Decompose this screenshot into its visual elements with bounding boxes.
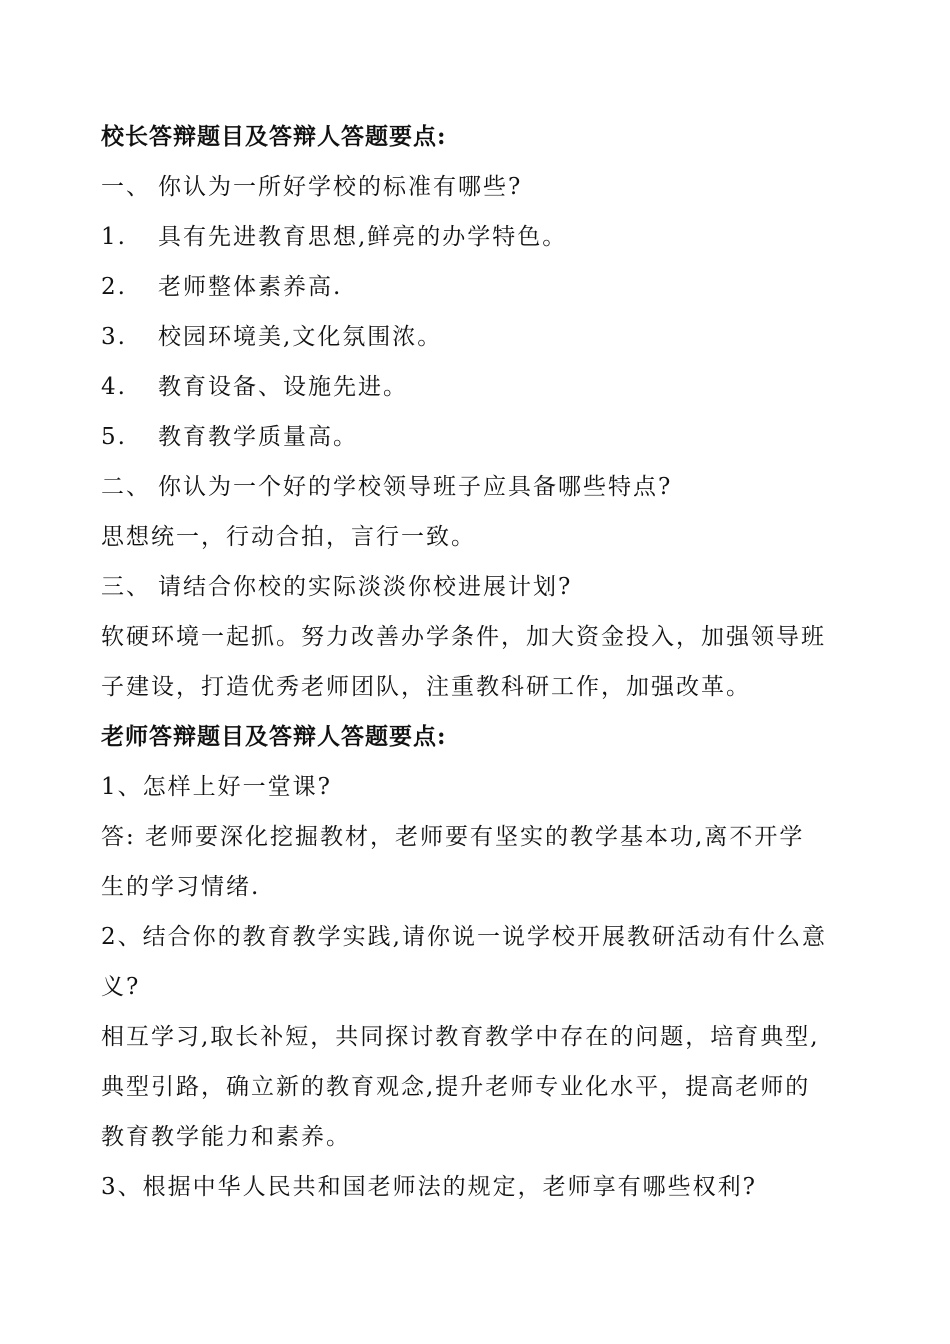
list-item [101, 222, 567, 252]
teacher-answer-1-line: 生的学习情绪. [101, 874, 261, 900]
principal-question-3 [101, 572, 572, 602]
question-text: 你认为一所好学校的标准有哪些? [158, 174, 523, 200]
principal-question-2 [101, 472, 672, 502]
question-number: 二、 [101, 474, 151, 500]
teacher-question-3: 3、根据中华人民共和国老师法的规定，老师享有哪些权利? [101, 1174, 757, 1200]
list-item [101, 322, 442, 352]
principal-question-1 [101, 172, 522, 202]
question-text: 你认为一个好的学校领导班子应具备哪些特点? [158, 474, 673, 500]
teacher-answer-2-line: 教育教学能力和素养。 [101, 1124, 351, 1150]
principal-answer-3-line: 子建设，打造优秀老师团队，注重教科研工作，加强改革。 [101, 674, 751, 700]
list-item [101, 272, 342, 302]
list-item-number: 2. [101, 274, 127, 300]
question-text: 请结合你校的实际淡淡你校进展计划? [158, 574, 573, 600]
teacher-question-2-line: 2、结合你的教育教学实践,请你说一说学校开展教研活动有什么意 [101, 924, 827, 950]
list-item-text: 老师整体素养高. [158, 274, 343, 300]
list-item-text: 教育教学质量高。 [158, 424, 358, 450]
list-item-text: 教育设备、设施先进。 [158, 374, 408, 400]
list-item-text: 校园环境美,文化氛围浓。 [158, 324, 443, 350]
list-item-number: 5. [101, 424, 127, 450]
list-item [101, 372, 408, 402]
principal-section-heading: 校长答辩题目及答辩人答题要点: [101, 123, 447, 150]
list-item [101, 422, 358, 452]
teacher-answer-2-line: 相互学习,取长补短，共同探讨教育教学中存在的问题，培育典型, [101, 1024, 820, 1050]
question-number: 三、 [101, 574, 151, 600]
principal-answer-3-line: 软硬环境一起抓。努力改善办学条件，加大资金投入，加强领导班 [101, 624, 826, 650]
teacher-section-heading: 老师答辩题目及答辩人答题要点: [101, 723, 447, 750]
teacher-question-2-line: 义? [101, 974, 141, 1000]
teacher-answer-2-line: 典型引路，确立新的教育观念,提升老师专业化水平，提高老师的 [101, 1074, 811, 1100]
list-item-number: 3. [101, 324, 127, 350]
teacher-answer-1-line: 答: 老师要深化挖掘教材，老师要有坚实的教学基本功,离不开学 [101, 824, 805, 850]
list-item-number: 4. [101, 374, 127, 400]
teacher-question-1: 1、怎样上好一堂课? [101, 774, 332, 800]
list-item-text: 具有先进教育思想,鲜亮的办学特色。 [158, 224, 568, 250]
question-number: 一、 [101, 174, 151, 200]
principal-answer-2: 思想统一，行动合拍，言行一致。 [101, 524, 476, 550]
list-item-number: 1. [101, 224, 127, 250]
